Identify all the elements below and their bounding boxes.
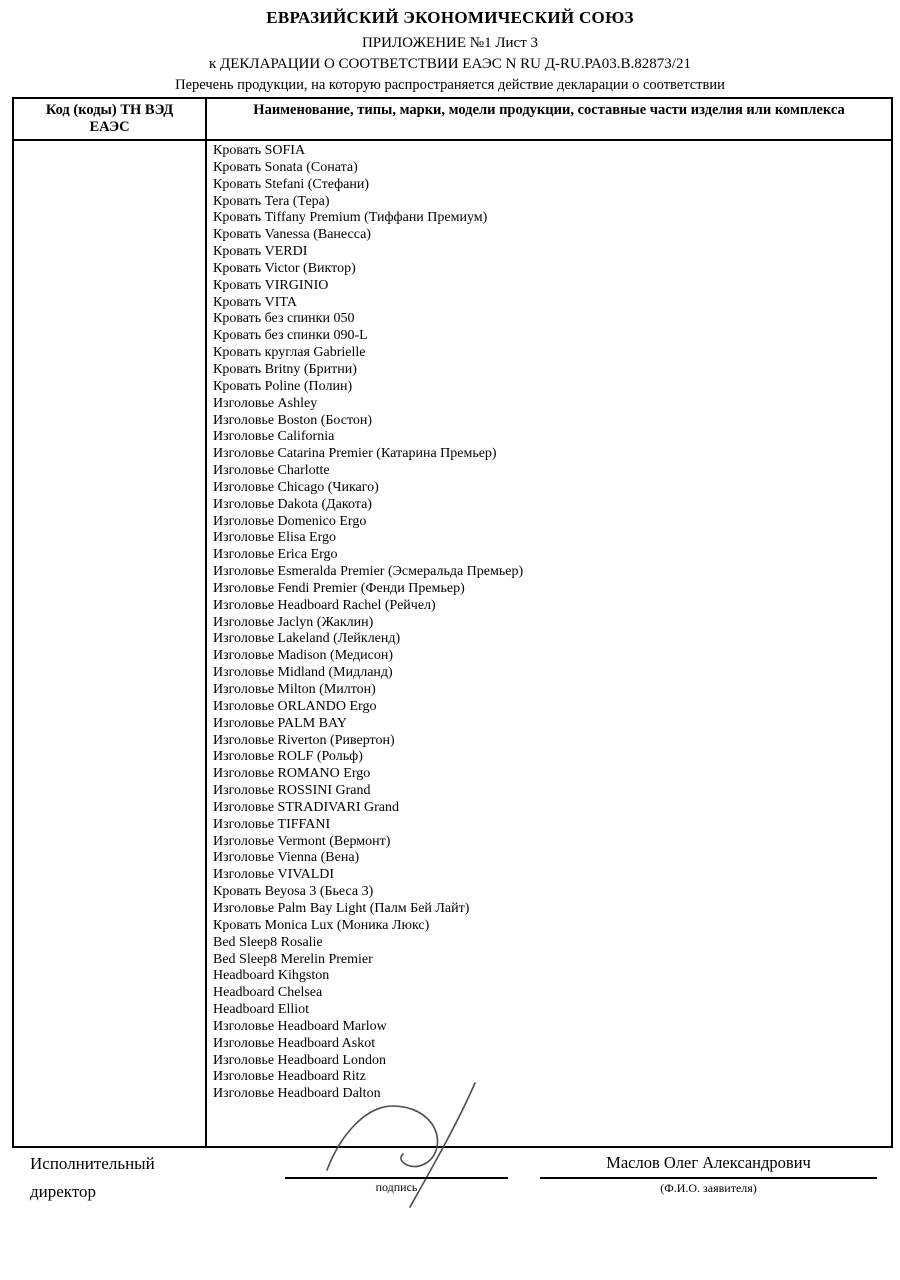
product-row: Кровать Vanessa (Ванесса) bbox=[213, 227, 371, 243]
column-header-product-name: Наименование, типы, марки, модели продукции, составные части изделия или комплекса bbox=[253, 102, 845, 118]
applicant-name-caption: (Ф.И.О. заявителя) bbox=[660, 1181, 757, 1195]
product-row: Кровать VERDI bbox=[213, 244, 308, 260]
product-row: Кровать SOFIA bbox=[213, 143, 306, 158]
product-row: Изголовье VIVALDI bbox=[213, 867, 335, 883]
appendix-line: ПРИЛОЖЕНИЕ №1 Лист 3 bbox=[361, 35, 539, 51]
table-body-row bbox=[14, 141, 891, 1147]
product-row: Кровать Tera (Тера) bbox=[213, 193, 330, 209]
product-row: Кровать Sonata (Соната) bbox=[213, 159, 358, 175]
products-table bbox=[12, 97, 893, 1148]
product-row: Кровать Beyosa 3 (Бьеса 3) bbox=[213, 884, 374, 900]
product-row: Изголовье Headboard Askot bbox=[213, 1035, 376, 1051]
product-row: Изголовье Midland (Мидланд) bbox=[213, 665, 393, 681]
product-row: Изголовье TIFFANI bbox=[213, 816, 331, 832]
description-line: Перечень продукции, на которую распространяется действие декларации о соответствии bbox=[175, 77, 725, 93]
product-row: Кровать Stefani (Стефани) bbox=[213, 176, 370, 192]
product-row: Кровать Victor (Виктор) bbox=[213, 260, 356, 276]
signatory-position: Исполнительный директор bbox=[30, 1154, 155, 1201]
product-row: Кровать Tiffany Premium (Тиффани Премиум) bbox=[213, 210, 488, 226]
product-row: Изголовье Jaclyn (Жаклин) bbox=[213, 614, 374, 630]
product-row: Изголовье Vermont (Вермонт) bbox=[213, 833, 391, 849]
document-header bbox=[0, 8, 900, 94]
column-header-tnved-code: Код (коды) ТН ВЭД ЕАЭС bbox=[14, 99, 207, 139]
product-row: Кровать Poline (Полин) bbox=[213, 378, 353, 394]
product-row: Кровать VITA bbox=[213, 294, 297, 310]
product-row: Изголовье ROLF (Рольф) bbox=[213, 749, 363, 765]
product-row: Bed Sleep8 Merelin Premier bbox=[213, 951, 373, 967]
product-row: Изголовье Lakeland (Лейкленд) bbox=[213, 631, 401, 647]
product-row: Кровать без спинки 050 bbox=[213, 311, 355, 327]
product-row: Изголовье Chicago (Чикаго) bbox=[213, 479, 379, 495]
product-row: Изголовье Headboard Rachel (Рейчел) bbox=[213, 597, 436, 613]
product-row: Изголовье Elisa Ergo bbox=[213, 530, 336, 546]
signature-caption: подпись bbox=[375, 1180, 418, 1194]
product-row: Изголовье ROMANO Ergo bbox=[213, 766, 371, 782]
product-row: Изголовье Erica Ergo bbox=[213, 547, 338, 563]
tnved-code-cell bbox=[14, 141, 207, 1147]
document-title: ЕВРАЗИЙСКИЙ ЭКОНОМИЧЕСКИЙ СОЮЗ bbox=[266, 8, 634, 27]
signature-block bbox=[285, 1177, 508, 1195]
product-row: Изголовье Charlotte bbox=[213, 463, 330, 479]
product-row: Изголовье ORLANDO Ergo bbox=[213, 698, 377, 714]
products-list-cell bbox=[207, 141, 891, 1147]
product-row: Bed Sleep8 Rosalie bbox=[213, 934, 323, 950]
product-row: Headboard Chelsea bbox=[213, 985, 323, 1001]
product-row: Изголовье Domenico Ergo bbox=[213, 513, 367, 529]
product-row: Изголовье Dakota (Дакота) bbox=[213, 496, 372, 512]
product-row: Изголовье Headboard Marlow bbox=[213, 1018, 387, 1034]
applicant-name: Маслов Олег Александрович bbox=[606, 1153, 811, 1172]
product-row: Изголовье Ashley bbox=[213, 395, 318, 411]
product-row: Изголовье STRADIVARI Grand bbox=[213, 799, 400, 815]
product-row: Изголовье Riverton (Ривертон) bbox=[213, 732, 395, 748]
product-row: Изголовье Catarina Premier (Катарина Премьер) bbox=[213, 446, 497, 462]
product-row: Изголовье Fendi Premier (Фенди Премьер) bbox=[213, 580, 465, 596]
product-row: Изголовье Boston (Бостон) bbox=[213, 412, 373, 428]
product-row: Кровать VIRGINIO bbox=[213, 277, 329, 293]
applicant-block bbox=[540, 1153, 877, 1196]
table-header-row bbox=[14, 99, 891, 141]
product-row: Изголовье California bbox=[213, 429, 335, 445]
product-row: Изголовье Esmeralda Premier (Эсмеральда Премьер) bbox=[213, 564, 524, 580]
product-row: Изголовье PALM BAY bbox=[213, 715, 347, 731]
declaration-number-line: к ДЕКЛАРАЦИИ О СООТВЕТСТВИИ ЕАЭС N RU Д-RU.РА03.В.82873/21 bbox=[209, 56, 691, 72]
product-row: Изголовье Vienna (Вена) bbox=[213, 850, 360, 866]
product-row: Изголовье Headboard London bbox=[213, 1052, 387, 1068]
applicant-name-line bbox=[540, 1177, 877, 1179]
product-row: Изголовье Milton (Милтон) bbox=[213, 682, 376, 697]
handwritten-signature bbox=[295, 1048, 495, 1233]
product-row: Headboard Elliot bbox=[213, 1002, 310, 1018]
product-row: Кровать Monica Lux (Моника Люкс) bbox=[213, 917, 430, 933]
product-row: Кровать без спинки 090-L bbox=[213, 328, 368, 344]
product-row: Изголовье Headboard Dalton bbox=[213, 1086, 381, 1102]
product-row: Изголовье ROSSINI Grand bbox=[213, 783, 371, 799]
product-row: Headboard Kihgston bbox=[213, 968, 330, 984]
product-row: Изголовье Madison (Медисон) bbox=[213, 648, 393, 664]
signature-line bbox=[285, 1177, 508, 1179]
product-row: Кровать круглая Gabrielle bbox=[213, 345, 366, 361]
product-row: Изголовье Palm Bay Light (Палм Бей Лайт) bbox=[213, 900, 470, 916]
product-row: Кровать Britny (Бритни) bbox=[213, 361, 357, 377]
product-row: Изголовье Headboard Ritz bbox=[213, 1069, 366, 1085]
